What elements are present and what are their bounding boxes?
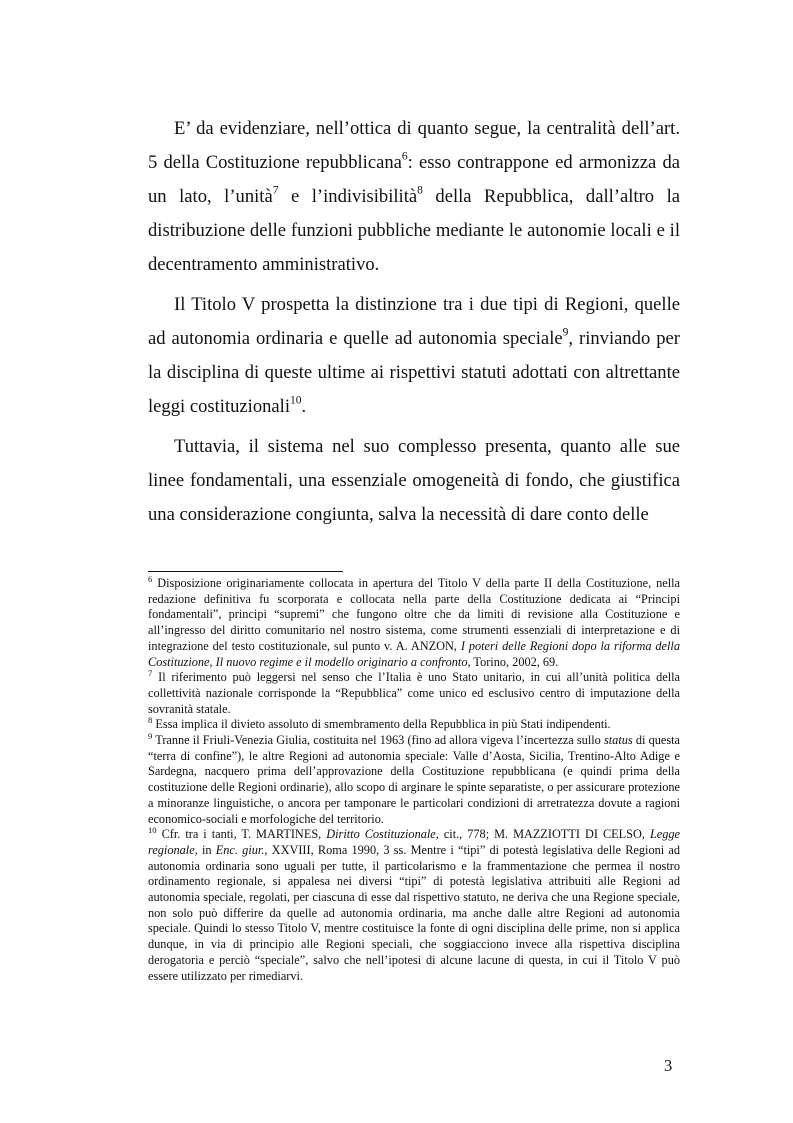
main-text	[148, 112, 680, 532]
footnote-ref-9[interactable]: 9	[562, 326, 569, 339]
paragraph-1: E’ da evidenziare, nell’ottica di quanto segue, la centralità dell’art. 5 della Costituzione repubblicana$^6$: esso contrappone ed armonizza da un lato, l’unità$^7$ e l’indivisibilità$^8$ della Repubblica, dall’altro la distribuzione delle funzioni pubbliche mediante le autonomie locali e il decentramento amministrativo.	[148, 118, 680, 276]
footnote-ref-7[interactable]: 7	[272, 184, 279, 197]
footnote-9: $^9$ Tranne il Friuli-Venezia Giulia, costituita nel 1963 (fino ad allora vigeva l’incertezza sullo status di questa “terra di confine”), le altre Regioni ad autonomia speciale: Valle d’Aosta, Sicilia, Trentino-Alto Adige e Sardegna, nacquero prima dell’approvazione della Costituzione repubblicana (e quindi prima della costituzione delle Regioni ordinarie), allo scopo di arginare le spinte separatiste, o per assicurare protezione a minoranze linguistiche, o ancora per tamponare le particolari condizioni di arretratezza dovute a ragioni economico-sociali e morfologiche del territorio.	[148, 730, 680, 826]
paragraph-3: Tuttavia, il sistema nel suo complesso presenta, quanto alle sue linee fondamentali, una essenziale omogeneità di fondo, che giustifica una considerazione congiunta, salva la necessità di dare conto delle	[148, 435, 680, 526]
footnote-ref-6[interactable]: 6	[401, 150, 408, 163]
footnote-separator	[148, 571, 343, 572]
footnote-6: $^6$ Disposizione originariamente collocata in apertura del Titolo V della parte II della Costituzione, nella redazione definitiva fu scorporata e collocata nella parte della Costituzione dedicata ai “Principi fondamentali”, principi “supremi” che fungono oltre che da limiti di revisione alla Costituzione e all’ingresso del diritto comunitario nel nostro sistema, come strumenti essenziali di interpretazione e di integrazione del testo costituzionale, sul punto v. A. ANZON, I poteri delle Regioni dopo la riforma della Costituzione, Il nuovo regime e il modello originario a confronto, Torino, 2002, 69.	[148, 573, 681, 669]
footnote-number: 10	[148, 825, 157, 836]
page-number: 3	[664, 1056, 673, 1075]
footnote-ref-10[interactable]: 10	[290, 394, 302, 407]
footnote-7: $^7$ Il riferimento può leggersi nel senso che l’Italia è uno Stato unitario, in cui all’unità politica della collettività nazionale corrisponde la “Repubblica” come unico ed esclusivo centro di imputazione della sovranità statale.	[148, 668, 680, 716]
footnote-10: $^{10}$ Cfr. tra i tanti, T. MARTINES, Diritto Costituzionale, cit., 778; M. MAZZIOTTI DI CELSO, Legge regionale, in Enc. giur., XXVIII, Roma 1990, 3 ss. Mentre i “tipi” di potestà legislativa delle Regioni ad autonomia ordinaria sono uguali per tutte, il particolarismo e la frammentazione che permea il nostro ordinamento regionale, si appalesa nei diversi “tipi” di potestà legislativa attribuiti alle Regioni ad autonomia speciale, regolati, per ciascuna di esse dal rispettivo statuto, ne deriva che una Regione speciale, non solo può differire da quelle ad autonomia ordinaria, ma anche dalle altre Regioni ad autonomia speciale. Quindi lo stesso Titolo V, mentre costituisce la fonte di ogni disciplina delle prime, non si applica dunque, in via di principio alle Regioni speciali, che soggiacciono invece alla rispettiva disciplina derogatoria e perciò “speciale”, salvo che nell’ipotesi di alcune lacune di questa, in cui il Titolo V può essere utilizzato per rimediarvi.	[148, 825, 681, 983]
footnote-number: 9	[148, 730, 153, 741]
footnote-number: 8	[148, 715, 153, 726]
footnote-8: $^8$ Essa implica il divieto assoluto di smembramento della Repubblica in più Stati indipendenti.	[148, 715, 611, 732]
footnote-number: 6	[148, 573, 153, 584]
footnote-ref-8[interactable]: 8	[417, 184, 423, 197]
footnotes	[148, 573, 681, 984]
footnote-number: 7	[148, 668, 153, 679]
paragraph-2: Il Titolo V prospetta la distinzione tra i due tipi di Regioni, quelle ad autonomia ordinaria e quelle ad autonomia speciale$^9$, rinviando per la disciplina di queste ultime ai rispettivi statuti adottati con altrettante leggi costituzionali$^{10}$.	[148, 293, 680, 418]
